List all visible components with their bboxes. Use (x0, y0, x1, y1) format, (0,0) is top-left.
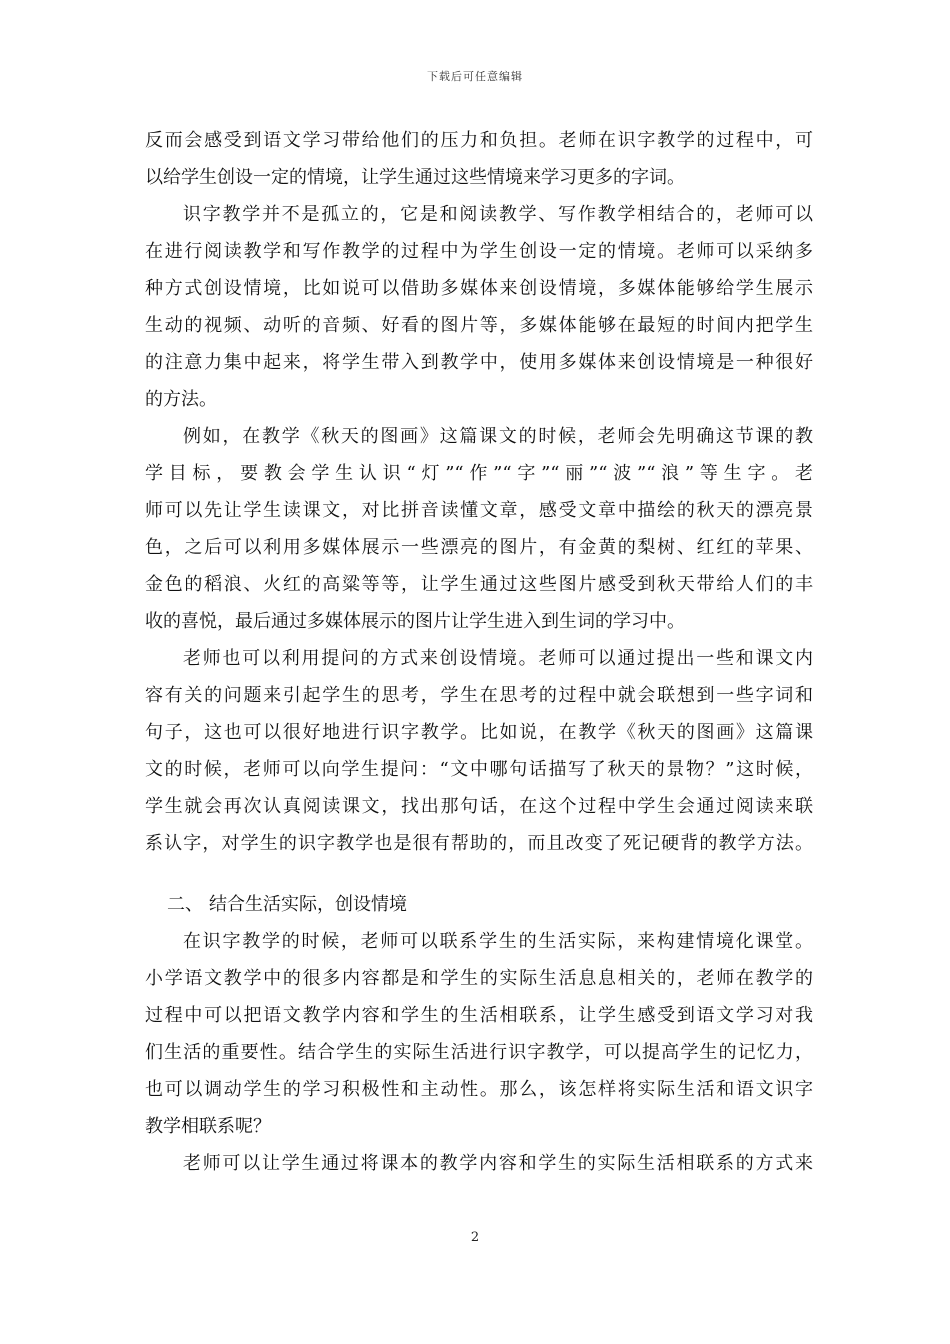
text-line: 在识字教学的时候，老师可以联系学生的生活实际，来构建情境化课堂。 (183, 931, 813, 952)
text-line: 金色的稻浪、火红的高粱等等，让学生通过这些图片感受到秋天带给人们的丰 (145, 574, 813, 595)
text-line: 师可以先让学生读课文，对比拼音读懂文章，感受文章中描绘的秋天的漂亮景 (145, 500, 813, 521)
page-header: 下载后可任意编辑 (427, 70, 523, 83)
text-line: 也可以调动学生的学习积极性和主动性。那么，该怎样将实际生活和语文识字 (145, 1079, 813, 1100)
paragraph (145, 640, 813, 862)
text-line: 在进行阅读教学和写作教学的过程中为学生创设一定的情境。老师可以采纳多 (145, 241, 813, 262)
section-heading (145, 886, 813, 923)
text-line: 收的喜悦，最后通过多媒体展示的图片让学生进入到生词的学习中。 (145, 611, 685, 632)
paragraph (145, 1145, 813, 1182)
text-line: 系认字，对学生的识字教学也是很有帮助的，而且改变了死记硬背的教学方法。 (145, 833, 813, 854)
page-number: 2 (470, 1230, 480, 1245)
section-spacer (145, 862, 813, 886)
text-line: 老师可以让学生通过将课本的教学内容和学生的实际生活相联系的方式来 (183, 1153, 813, 1174)
text-line: 老师也可以利用提问的方式来创设情境。老师可以通过提出一些和课文内 (183, 648, 813, 669)
text-line: 的方法。 (145, 389, 217, 410)
text-line: 生动的视频、动听的音频、好看的图片等，多媒体能够在最短的时间内把学生 (145, 315, 813, 336)
text-line: 过程中可以把语文教学内容和学生的生活相联系，让学生感受到语文学习对我 (145, 1005, 813, 1026)
text-line: 教学相联系呢？ (145, 1116, 271, 1137)
text-line: 们生活的重要性。结合学生的实际生活进行识字教学，可以提高学生的记忆力， (145, 1042, 813, 1063)
paragraph (145, 418, 813, 640)
text-line: 小学语文教学中的很多内容都是和学生的实际生活息息相关的，老师在教学的 (145, 968, 813, 989)
text-line: 识字教学并不是孤立的，它是和阅读教学、写作教学相结合的，老师可以 (183, 204, 813, 225)
text-line: 句子，这也可以很好地进行识字教学。比如说，在教学《秋天的图画》这篇课 (145, 722, 813, 743)
section-title: 结合生活实际，创设情境 (209, 894, 407, 915)
text-line: 以给学生创设一定的情境，让学生通过这些情境来学习更多的字词。 (145, 167, 685, 188)
document-body (145, 122, 813, 1182)
text-line: 学目标，要教会学生认识“灯”“作”“字”“丽”“波”“浪”等生字。老 (145, 463, 813, 484)
text-line: 学生就会再次认真阅读课文，找出那句话，在这个过程中学生会通过阅读来联 (145, 796, 813, 817)
text-line: 反而会感受到语文学习带给他们的压力和负担。老师在识字教学的过程中，可 (145, 130, 813, 151)
paragraph (145, 196, 813, 418)
text-line: 色，之后可以利用多媒体展示一些漂亮的图片，有金黄的梨树、红红的苹果、 (145, 537, 813, 558)
paragraph (145, 923, 813, 1145)
text-line: 例如，在教学《秋天的图画》这篇课文的时候，老师会先明确这节课的教 (183, 426, 813, 447)
text-line: 文的时候，老师可以向学生提问：“文中哪句话描写了秋天的景物？”这时候， (145, 759, 813, 780)
text-line: 的注意力集中起来，将学生带入到教学中，使用多媒体来创设情境是一种很好 (145, 352, 813, 373)
text-line: 容有关的问题来引起学生的思考，学生在思考的过程中就会联想到一些字词和 (145, 685, 813, 706)
paragraph (145, 122, 813, 196)
text-line: 种方式创设情境，比如说可以借助多媒体来创设情境，多媒体能够给学生展示 (145, 278, 813, 299)
section-number: 二、 (167, 894, 203, 915)
